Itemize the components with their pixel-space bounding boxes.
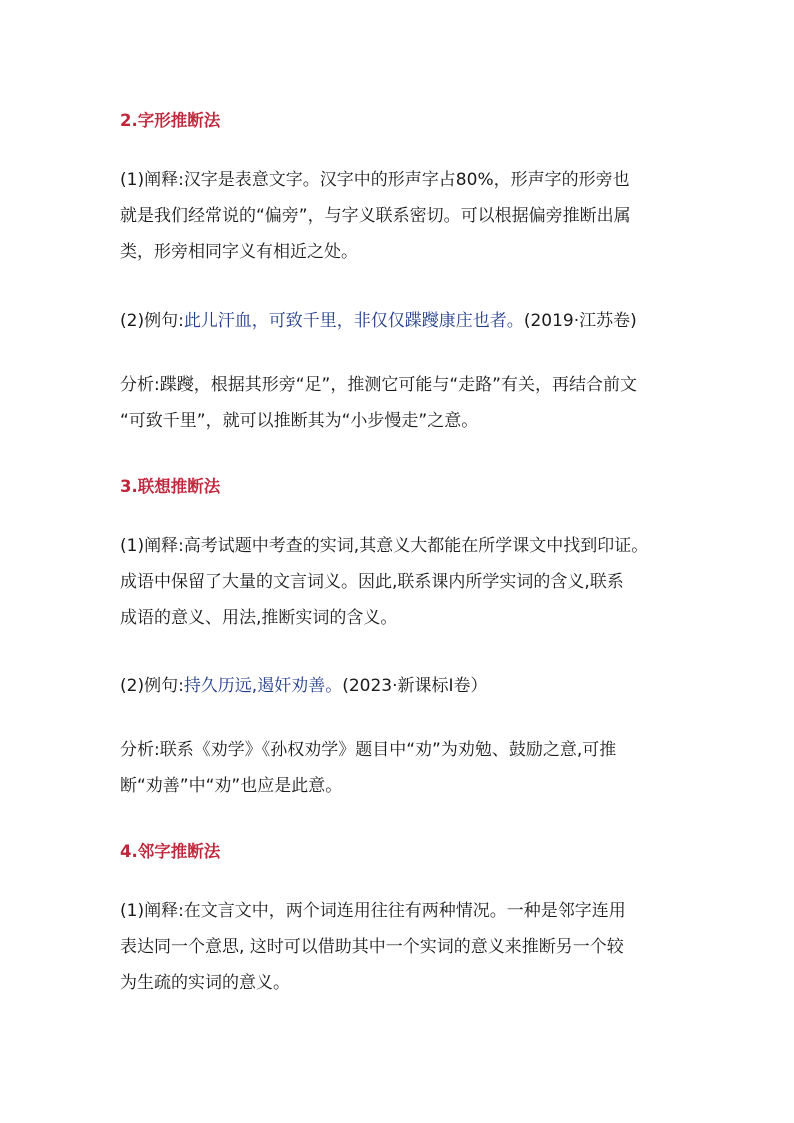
example-label: (2)例句: xyxy=(120,676,184,696)
section-heading-2: 2.字形推断法 xyxy=(120,111,221,130)
example-citation: (2023·新课标Ⅰ卷） xyxy=(342,676,488,696)
text-line: 断“劝善”中“劝”也应是此意。 xyxy=(120,776,343,796)
analysis-paragraph-2 xyxy=(120,367,680,439)
example-label: (2)例句: xyxy=(120,311,184,331)
text-line: (1)阐释:在文言文中，两个词连用往往有两种情况。一种是邻字连用 xyxy=(120,901,626,921)
text-line: 就是我们经常说的“偏旁”，与字义联系密切。可以根据偏旁推断出属 xyxy=(120,206,631,226)
section-heading-4: 4.邻字推断法 xyxy=(120,842,221,861)
example-sentence: 持久历远,遏奸劝善。 xyxy=(183,676,343,696)
analysis-paragraph-3 xyxy=(120,732,680,804)
explanation-paragraph-2 xyxy=(120,162,680,270)
text-line: (1)阐释:高考试题中考查的实词,其意义大都能在所学课文中找到印证。 xyxy=(120,536,649,556)
explanation-paragraph-4 xyxy=(120,893,680,1001)
text-line: 分析:蹀躞，根据其形旁“足”，推测它可能与“走路”有关，再结合前文 xyxy=(120,375,637,395)
text-line: 成语的意义、用法,推断实词的含义。 xyxy=(120,608,398,628)
text-line: 类，形旁相同字义有相近之处。 xyxy=(120,242,358,262)
example-paragraph-2 xyxy=(120,303,680,339)
text-line: 成语中保留了大量的文言词义。因此,联系课内所学实词的含义,联系 xyxy=(120,572,624,592)
text-line: 表达同一个意思, 这时可以借助其中一个实词的意义来推断另一个较 xyxy=(120,937,624,957)
text-line: (1)阐释:汉字是表意文字。汉字中的形声字占80%，形声字的形旁也 xyxy=(120,170,630,190)
explanation-paragraph-3 xyxy=(120,528,680,636)
example-paragraph-3 xyxy=(120,668,680,704)
text-line: 为生疏的实词的意义。 xyxy=(120,973,290,993)
section-heading-3: 3.联想推断法 xyxy=(120,477,221,496)
example-sentence: 此儿汗血，可致千里，非仅仅蹀躞康庄也者。 xyxy=(183,311,524,331)
text-line: 分析:联系《劝学》《孙权劝学》题目中“劝”为劝勉、鼓励之意,可推 xyxy=(120,740,617,760)
example-citation: (2019·江苏卷) xyxy=(523,311,637,331)
text-line: “可致千里”，就可以推断其为“小步慢走”之意。 xyxy=(120,411,479,431)
